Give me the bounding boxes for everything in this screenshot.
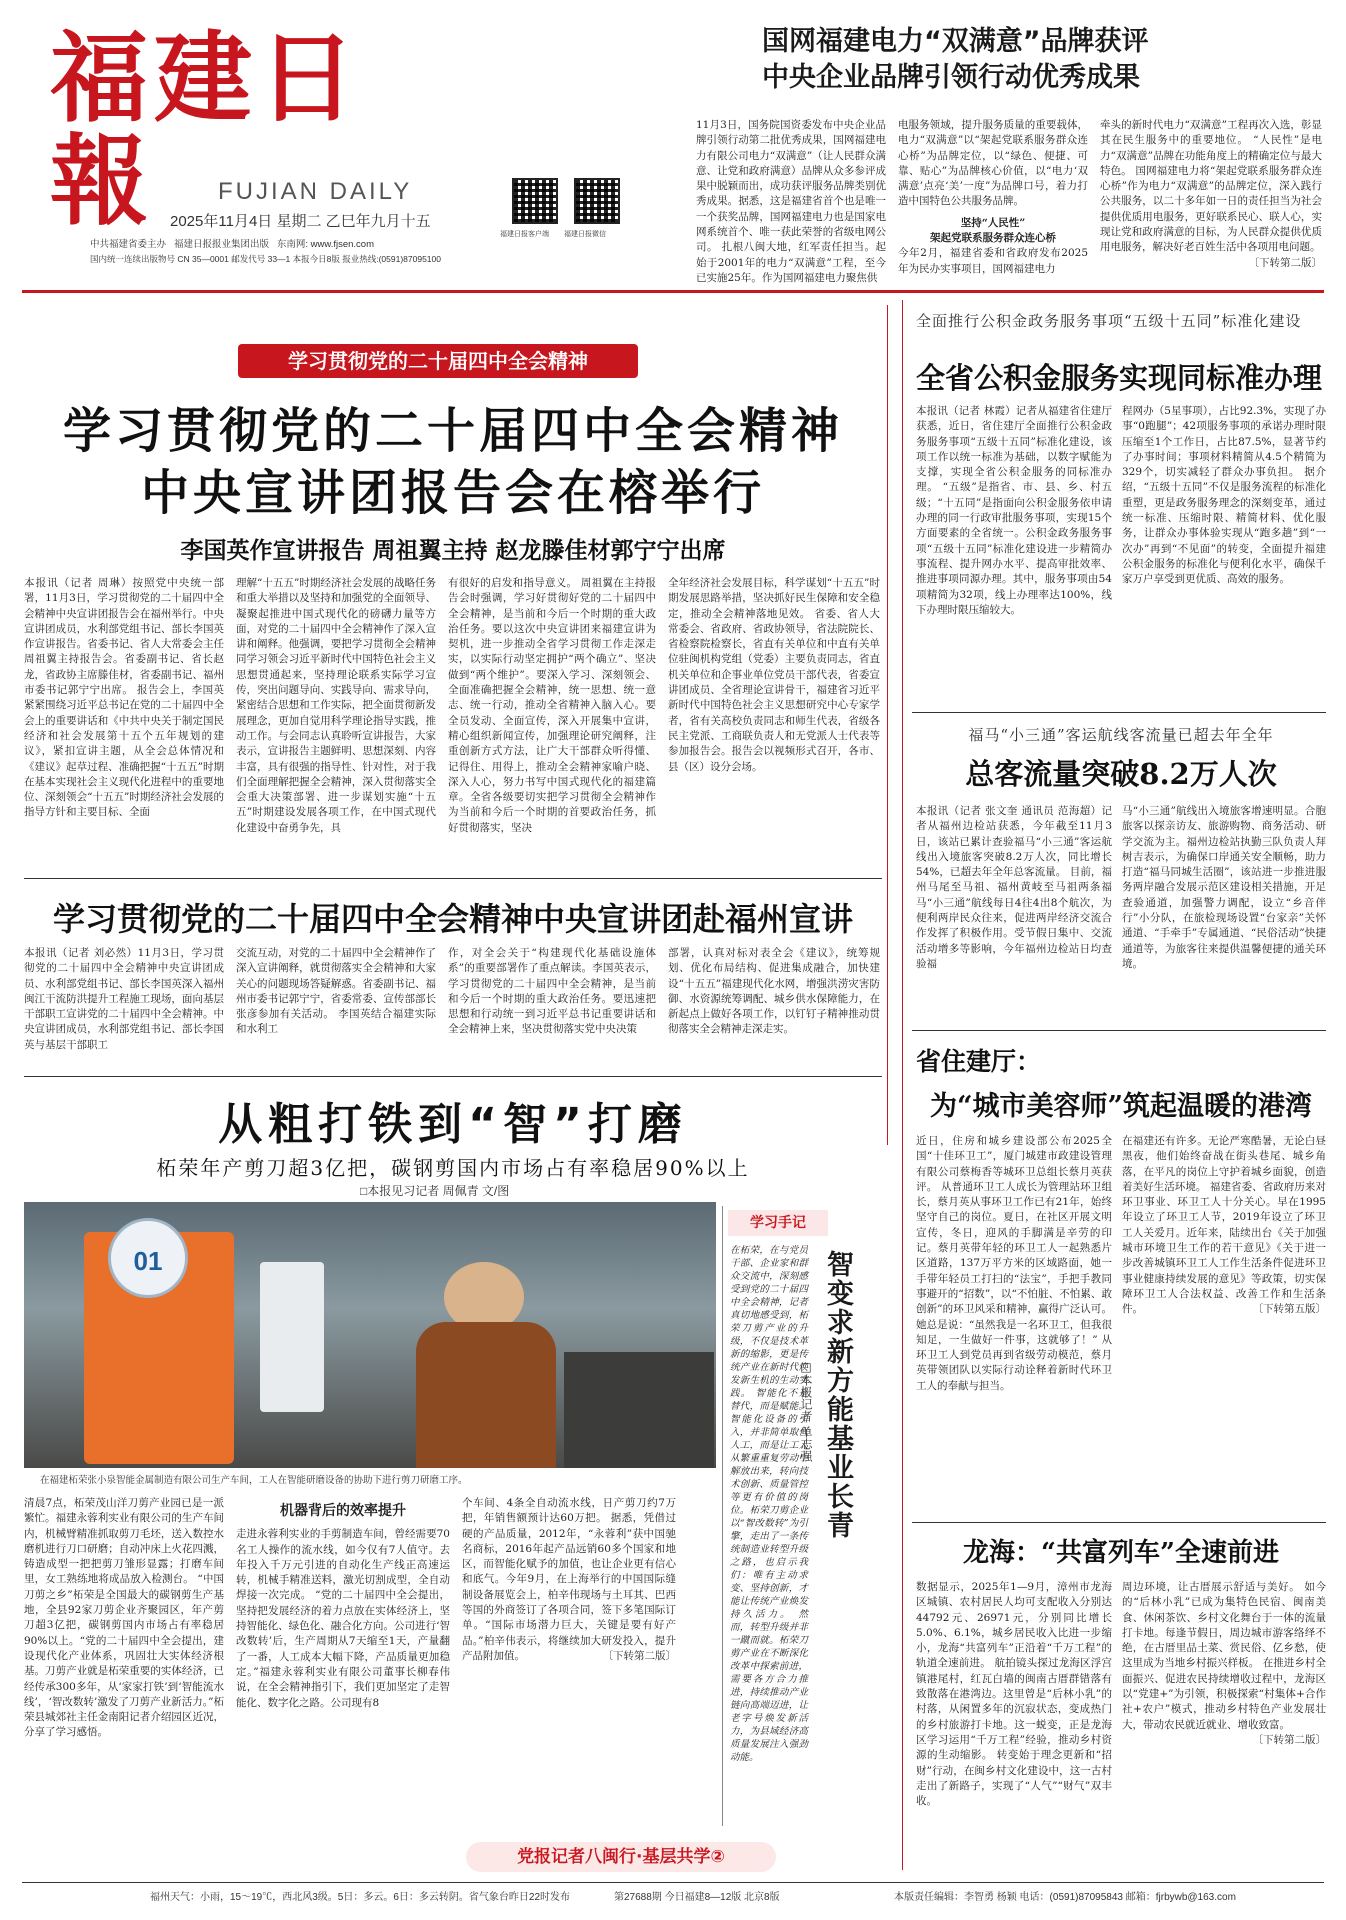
notes-byline: □本报记者 单志强 — [799, 1360, 813, 1462]
newspaper-english-name: FUJIAN DAILY — [218, 178, 413, 205]
notes-tag: 学习手记 — [728, 1210, 828, 1236]
website-link[interactable]: 东南网: www.fjsen.com — [276, 239, 375, 250]
feature-headline[interactable]: 从粗打铁到“智”打磨 — [218, 1099, 688, 1150]
bottom-banner: 党报记者八闽行·基层共学② — [466, 1842, 776, 1872]
continued-note: 〔下转第二版〕 — [1248, 256, 1322, 269]
footer-rule — [22, 1882, 1324, 1883]
continued-note: 〔下转第二版〕 — [602, 1649, 676, 1662]
photo-cabinet — [260, 1262, 324, 1412]
column-separator — [722, 1206, 723, 1826]
right2-kicker: 福马“小三通”客运航线客流量已超去年全年 — [968, 726, 1274, 744]
right3-headline[interactable]: 为“城市美容师”筑起温暖的港湾 — [929, 1091, 1313, 1122]
right2-headline[interactable]: 总客流量突破8.2万人次 — [965, 757, 1277, 791]
notes-body: 在柘荣，在与党员干部、企业家和群众交流中，深刻感受到党的二十届四中全会精神，记者真切地感受到，柘荣刀剪产业的升级，不仅是技术革新的缩影，更是传统产业在新时代焕发新生机的生动实践。 智能化不是替代，而是赋能。智能化设备的引入，并非简单取代人工，而是让工人从繁重重复劳动中解放出来，转向技术创新、质量管控等更有价值的岗位。柘荣刀剪企业以“智改数转”为引擎，走出了一条传统制造业转型升级之路，也启示我们：唯有主动求变、坚持创新，才能让传统产业焕发持久活力。 然而，转型升级并非一蹴而就。柘荣刀剪产业在不断深化改革中探索前进，需要各方合力推进，持续推动产业链向高端迈进，让老字号焕发新活力，为县域经济高质量发展注入强劲动能。 — [730, 1245, 808, 1763]
qr-code-client[interactable] — [512, 178, 558, 224]
continued-note: 〔下转第五版〕 — [1252, 1303, 1326, 1316]
right-column-rule — [902, 300, 903, 1870]
right4-col1: 数据显示，2025年1—9月，漳州市龙海区城镇、农村居民人均可支配收入分别达44792元、26971元，分别同比增长5.0%、6.1%，城乡居民收入比进一步缩小，龙海“共富列车”正沿着“千万工程”的轨道全速前进。 航拍镜头探过龙海区浮宫镇港尾村，红瓦白墙的闽南古厝群错落有致散落在港湾边。这里曾是“后林小乳”的村落，从闲置多年的沉寂状态，变成热门的乡村旅游打卡地。这一蜕变，正是龙海区学习运用“千万工程”经验，推动乡村资源的生动缩影。 转变始于理念更新和“招财”行动，在闽乡村文化建设中，这一古村走出了新路子，实现了“人气”“财气”双丰收。 — [916, 1581, 1112, 1808]
right4-col2: 周边环境，让古厝展示舒适与美好。 如今的“后林小乳”已成为集特色民宿、闽南美食、休闲茶饮、乡村文化舞台于一体的流量打卡地。每逢节假日，周边城市游客络绎不绝，在古厝里品土菜、赏民俗、亿乡愁，使这里成为当地乡村振兴样板。 在推进乡村全面振兴、促进农民持续增收过程中，龙海区以“党建+”为引领，积极探索“村集体+合作社+农户”模式，推动乡村特色产业发展壮大，带动农民就近就业、增收致富。 〔下转第二版〕 — [1122, 1580, 1326, 1870]
right3-col1: 近日，住房和城乡建设部公布2025全国“十佳环卫工”，厦门城建市政建设管理有限公司蔡梅香等城环卫总组长蔡月英获评。 从普通环卫工人成长为管理站环卫组长，蔡月英从事环卫工作已有21年，始终坚守自己的岗位。夏日，在社区开展文明宣传，冬日，迎风的手脚满是辛劳的印记。蔡月英带年轻的环卫工人一起熟悉片区道路，137万平方米的区域路面，她一手带年轻员工打扫的“法宝”，手把手教同事避开的“招数”，以“不怕脏、不怕累、敢创新”的环卫风采和精神，赢得广泛认可。她总是说：“虽然我是一名环卫工，但我很知足，一生做好一件事，这就够了！” 从环卫工人到党员再到省级劳动模范，蔡月英带领团队以实际行动诠释着新时代环卫工人的奉献与担当。 — [916, 1135, 1112, 1392]
footer-weather: 福州天气：小雨，15～19℃，西北风3级。5日：多云。6日：多云转阴。省气象台昨日22时发布 — [150, 1892, 571, 1903]
second-col1: 本报讯（记者 刘必然）11月3日，学习贯彻党的二十届四中全会精神中央宣讲团成员、水利部党组书记、部长李国英深入福州闽江干流防洪提升工程施工现场，面向基层干部职工宣讲党的二十届四中全会精神。中央宣讲团成员，水利部党组书记、部长李国英与基层干部职工 — [24, 947, 224, 1051]
feature-byline: □本报见习记者 周佩青 文/图 — [360, 1184, 510, 1198]
right2-col2: 马“小三通”航线出入境旅客增速明显。合胞旅客以探亲访友、旅游购物、商务活动、研学交流为主。福州边检站执勤三队负责人拜树吉表示，为确保口岸通关安全顺畅，助力打造“福马同城生活圈”，该站进一步推进服务两岸融合发展示范区建设相关措施，开足查验通道，加强警力调配，设立“乡音伴行”小分队，在旅检现场设置“台家亲”关怀通道、“手牵手”专属通道、“民俗活动”快捷通道等，为旅客往来提供温馨便捷的通关环境。 — [1122, 805, 1326, 970]
qr-label-wechat: 福建日报微信 — [564, 231, 606, 238]
second-headline[interactable]: 学习贯彻党的二十届四中全会精神中央宣讲团赴福州宣讲 — [52, 900, 853, 938]
right1-col1: 本报讯（记者 林霞）记者从福建省住建厅获悉，近日，省住建厅全面推行公积金政务服务事项“五级十五同”标准化建设，该项工作以统一标准为基础，以数字赋能为支撑，实现全省公积金服务的同标准办理。 “五级”是指省、市、县、乡、村五级；“十五同”是指面向公积金服务依申请办理的同一行政审批服务事项，实现15个方面要素的全省统一。公积金政务服务事项“五级十五同”标准化建设进一步精简办事流程、提升网办水平、提高审批效率、推进事项同源办理。其中，服务事项由54项精简为32项，线上办理率达100%，线下办理时限压缩较大。 — [916, 405, 1112, 616]
second-col3: 作，对全会关于“构建现代化基础设施体系”的重要部署作了重点解读。李国英表示，学习贯彻党的二十届四中全会精神，是当前和今后一个时期的重大政治任务。要迅速把思想和行动统一到习近平总书记重要讲话和全会精神上来，坚决贯彻落实党中央决策 — [448, 947, 656, 1036]
lead-headline[interactable]: 学习贯彻党的二十届四中全会精神 中央宣讲团报告会在榕举行 — [62, 403, 843, 521]
right4-headline[interactable]: 龙海：“共富列车”全速前进 — [963, 1538, 1279, 1568]
right1-headline[interactable]: 全省公积金服务实现同标准办理 — [916, 361, 1323, 395]
newspaper-logo: 福建日報 — [50, 21, 363, 239]
feature-col2-subhead: 机器背后的效率提升 — [280, 1503, 406, 1519]
issue-date: 2025年11月4日 星期二 乙巳年九月十五 — [170, 213, 431, 230]
divider — [24, 878, 882, 879]
divider — [912, 712, 1326, 713]
right3-col2: 在福建还有许多。无论严寒酷暑，无论白昼黑夜，他们始终奋战在街头巷尾、城乡角落，在平凡的岗位上守护着城乡面貌，创造着美好生活环境。 福建省委、省政府历来对环卫事业、环卫工人十分关心。早在1995年设立了环卫工人节，2019年设立了环卫工人关爱月。近年来，陆续出台《关于加强城市环境卫生工作的若干意见》《关于进一步改善城镇环卫工人工作生活条件促进环卫事业健康持续发展的意见》等政策，切实保障环卫工人合法权益、改善工作和生活条件。 〔下转第五版〕 — [1122, 1134, 1326, 1514]
photo-grinder — [564, 1352, 714, 1468]
continued-note: 〔下转第二版〕 — [1252, 1733, 1326, 1746]
top-story-subhead: 坚持“人民性” 架起党联系服务群众连心桥 — [930, 216, 1056, 245]
top-story-col2: 电服务领域，提升服务质量的重要载体，电力“双满意”以“架起党联系服务群众连心桥”为品牌定位，以“绿色、便捷、可靠、贴心”为品牌核心价值，以“电力‘双满意’点亮‘美’一度”为品牌口号，着力打造中国特色公共服务品牌。 坚持“人民性” 架起党联系服务群众连心桥 今年2月，福建省委和省政府发布2025年为民办实事项目，国网福建电力 — [898, 119, 1088, 275]
divider — [912, 1522, 1326, 1523]
footer-issue: 第27688期 今日福建8—12版 北京8版 — [614, 1892, 780, 1903]
divider — [24, 1076, 882, 1077]
feature-col3: 个车间、4条全自动流水线，日产剪刀约7万把，年销售额预计达60万把。 据悉，凭借过硬的产品质量，2012年，“永蓉利”获中国驰名商标，2016年起产品远销60多个国家和地区，而智能化赋予的加值，也让企业更有信心和底气。今年9月，在上海举行的中国国际缝制设备展览会上，柏辛伟现场与土耳其、巴西等国的外商签订了各项合同，签下多笔国际订单。“国际市场潜力巨大，关键是要有好产品。”柏辛伟表示，将继续加大研发投入，提升产品附加值。 〔下转第二版〕 — [462, 1496, 676, 1826]
right3-kicker: 省住建厅： — [916, 1047, 1042, 1076]
top-story-headline[interactable]: 国网福建电力“双满意”品牌获评 中央企业品牌引领行动优秀成果 — [762, 26, 1149, 93]
right1-col2: 程网办（5星事项），占比92.3%，实现了办事“0跑腿”；42项服务事项的承诺办理时限压缩至1个工作日，占比87.5%，显著节约了办事时间；事项材料精简从4.5个精简为329个，切实减轻了群众办事负担。 据介绍，“五级十五同”不仅是服务流程的标准化重塑，更是政务服务理念的深刻变革，通过统一标准、压缩时限、精简材料、优化服务，让群众办事体验实现从“跑多趟”到“一次办”再到“不见面”的转变，全面提升福建公积金服务的标准化与便利化水平，确保千家万户享受到更优质、高效的服务。 — [1122, 405, 1326, 586]
photo-worker-apron — [416, 1322, 556, 1468]
lead-col2: 理解“十五五”时期经济社会发展的战略任务和重大举措以及坚持和加强党的全面领导、凝聚起推进中国式现代化的磅礴力量等方面，对党的二十届四中全会精神作了深入宣讲和阐释。他强调，要把学习贯彻全会精神同学习领会习近平新时代中国特色社会主义思想贯通起来，坚持理论联系实际学习宣传，突出问题导向、实践导向、需求导向，紧密结合思想和工作实际，把全面贯彻新发展理念，更加自觉用科学理论指导实践，推动工作。与会同志认真聆听宣讲报告，大家表示，宣讲报告主题鲜明、思想深刻、内容丰富，具有很强的指导性、针对性，对于我们全面理解把握全会精神，深入贯彻落实全会重大决策部署、进一步谋划实施“十五五”时期建设发展各项工作，在中国式现代化建设中奋勇争先，具 — [236, 577, 436, 834]
right2-col1: 本报讯（记者 张文奎 通讯员 范海超）记者从福州边检站获悉，今年截至11月3日，该站已累计查验福马“小三通”客运航线出入境旅客突破8.2万人次，同比增长54%，已超去年全年总客流量。 目前，福州马尾至马祖、福州黄岐至马祖两条福马“小三通”航线每日4往4出8个航次，为便利两岸民众往来，促进两岸经济交流合作发挥了积极作用。受节假日集中、交流活动增多等影响，今年福州边检站日均查验福 — [916, 805, 1112, 970]
feature-photo[interactable] — [24, 1202, 716, 1468]
feature-col1: 清晨7点，柘荣茂山洋刀剪产业园已是一派繁忙。福建永蓉利实业有限公司的生产车间内，机械臂精准抓取剪刀毛坯，送入数控水磨机进行刀口研磨；自动冲床上火花四溅，铸造成型一把把剪刀雏形显露；打磨车间里，女工熟练地将成品放入检测台。 “中国刀剪之乡”柘荣是全国最大的碳钢剪生产基地，全县92家刀剪企业齐聚园区，年产剪刀超3亿把，碳钢剪国内市场占有率稳居90%以上。“党的二十届四中全会提出，建设现代化产业体系，巩固壮大实体经济根基。刀剪产业就是柘荣重要的实体经济，已经传承300多年，从‘家家打铁’到‘智能流水线’，‘智改数转’激发了刀剪产业新活力。”柘荣县城郊社主任金南阳记者介绍园区近况，分享了学习感悟。 — [24, 1497, 224, 1739]
second-col4: 部署，认真对标对表全会《建议》，统筹规划、优化布局结构、促进集成融合，加快建设“十五五”福建现代化水网，增强洪涝灾害防御、水资源统筹调配、城乡供水保障能力，在新起点上做好各项工作，以钉钉子精神推动贯彻落实全会精神走深走实。 — [668, 947, 880, 1036]
footer-contacts: 本版责任编辑：李智勇 杨颖 电话：(0591)87095843 邮箱：fjrbywb@163.com — [894, 1892, 1236, 1903]
right1-kicker: 全面推行公积金政务服务事项“五级十五同”标准化建设 — [916, 312, 1302, 330]
masthead-rule — [22, 290, 1324, 293]
lead-col1: 本报讯（记者 周琳）按照党中央统一部署，11月3日，学习贯彻党的二十届四中全会精神中央宣讲团报告会在福州举行。中央宣讲团成员，水利部党组书记、部长李国英作宣讲报告。省委书记、省人大常委会主任周祖翼主持报告会。省委副书记、省长赵龙，省政协主席滕佳材，省委副书记、福州市委书记郭宁宁出席。 报告会上，李国英紧紧围绕习近平总书记在党的二十届四中全会上的重要讲话和《中共中央关于制定国民经济和社会发展第十五个五年规划的建议》，紧扣宣讲主题，从全会总体情况和《建议》起草过程、准确把握“十五五”时期在基本实现社会主义现代化进程中的重要地位、深刻领会“十五五”时期经济社会发展的指导方针和主要目标、全面 — [24, 577, 224, 819]
lead-col4: 全年经济社会发展目标，科学谋划“十五五”时期发展思路举措，坚决抓好民生保障和安全稳定，推动全会精神落地见效。 省委、省人大常委会、省政府、省政协领导，省法院院长、省检察院检察长，省直有关单位和中直有关单位驻闽机构党组（党委）主要负责同志，省直机关单位和企事业单位党员干部代表，省委宣讲团成员、全省理论宣讲骨干，福建省习近平新时代中国特色社会主义思想研究中心专家学者，省有关高校负责同志和师生代表，省级各民主党派、工商联负责人和无党派人士代表等参加报告会。报告会以视频形式召开，各市、县（区）设分会场。 — [668, 577, 880, 773]
sponsor-line: 中共福建省委主办 福建日报报业集团出版 东南网: www.fjsen.com — [90, 239, 375, 250]
notes-headline[interactable]: 智变求新方能基业长青 — [822, 1250, 853, 1540]
lead-subhead: 李国英作宣讲报告 周祖翼主持 赵龙滕佳材郭宁宁出席 — [180, 537, 726, 564]
lead-banner: 学习贯彻党的二十届四中全会精神 — [238, 344, 638, 378]
qr-label-client: 福建日报客户端 — [500, 231, 549, 238]
photo-caption: 在福建柘荣张小泉智能金属制造有限公司生产车间，工人在智能研磨设备的协助下进行剪刀研磨工序。 — [40, 1475, 468, 1486]
photo-sign: 01 — [108, 1218, 188, 1298]
divider — [912, 1030, 1326, 1031]
top-story-col1: 11月3日，国务院国资委发布中央企业品牌引领行动第二批优秀成果，国网福建电力有限公司电力“双满意”（让人民群众满意、让党和政府满意）品牌从众多参评成果中脱颖而出，成功获评服务品牌类别优秀成果。据悉，这是福建省首个也是唯一一个获奖品牌，国网福建电力也是国家电网系统首个、唯一获此荣誉的省级电网公司。 扎根八闽大地，红军责任担当。起始于2001年的电力“双满意”工程，至今已实施25年。作为国网福建电力聚焦供 — [696, 119, 886, 284]
issn-line: 国内统一连续出版物号 CN 35—0001 邮发代号 33—1 本报今日8版 报业热线:(0591)87095100 — [90, 254, 441, 264]
top-story-col3: 牵头的新时代电力“双满意”工程再次入选，彰显其在民生服务中的重要地位。 “人民性”是电力“双满意”品牌在功能角度上的精确定位与最大特色。 国网福建电力将“架起党联系服务群众连心桥”作为电力“双满意”的品牌定位，深入践行公共服务，以二十多年如一日的责任担当为社会提供优质用电服务，更好联系民心、联人心，实现让党和政府满意的目标，为人民群众提供优质用电服务，解决好老百姓生活中各项用电问题。 〔下转第二版〕 — [1100, 118, 1322, 276]
second-col2: 交流互动，对党的二十届四中全会精神作了深入宣讲阐释，就贯彻落实全会精神和大家关心的问题现场答疑解惑。省委副书记、福州市委书记郭宁宁，省委常委、宣传部部长张彦参加有关活动。 李国英结合福建实际和水利工 — [236, 947, 436, 1036]
qr-code-wechat[interactable] — [574, 178, 620, 224]
lead-col3: 有很好的启发和指导意义。 周祖翼在主持报告会时强调，学习好贯彻好党的二十届四中全会精神，是当前和今后一个时期的重大政治任务。要以这次中央宣讲团来福建宣讲为契机，进一步推动全省学习贯彻工作走深走实，以实际行动坚定拥护“两个确立”、坚决做到“两个维护”。要深入学习、深刻领会、全面准确把握全会精神，统一思想、统一意志、统一行动，推动全省精神入脑入心。要全员发动、全面宣传，深入开展集中宣讲，精心组织新闻宣传，加强理论研究阐释，注重创新方式方法，让广大干部群众听得懂、记得住、用得上，推动全会精神家喻户晓、深入人心，努力书写中国式现代化的福建篇章。全省各级要切实把学习贯彻全会精神作为当前和今后一个时期的首要政治任务，抓好贯彻落实，坚决 — [448, 577, 656, 834]
feature-col2: 机器背后的效率提升 走进永蓉利实业的手剪制造车间，曾经需要70名工人操作的流水线，如今仅有7人值守。去年投入千万元引进的自动化生产线正高速运转，机械手精准送料，激光切割成型，全自动焊接一次完成。 “党的二十届四中全会提出，坚持把发展经济的着力点放在实体经济上，坚持智能化、绿色化、融合化方向。公司进行‘智改数转’后，生产周期从7天缩至1天，产量翻了一番，人工成本大幅下降，产品质量更加稳定。”福建永蓉利实业有限公司董事长柳春伟说，在全会精神指引下，我们更加坚定了走智能化、数字化之路。公司现有8 — [236, 1503, 450, 1709]
feature-subhead: 柘荣年产剪刀超3亿把，碳钢剪国内市场占有率稳居90%以上 — [156, 1156, 750, 1180]
